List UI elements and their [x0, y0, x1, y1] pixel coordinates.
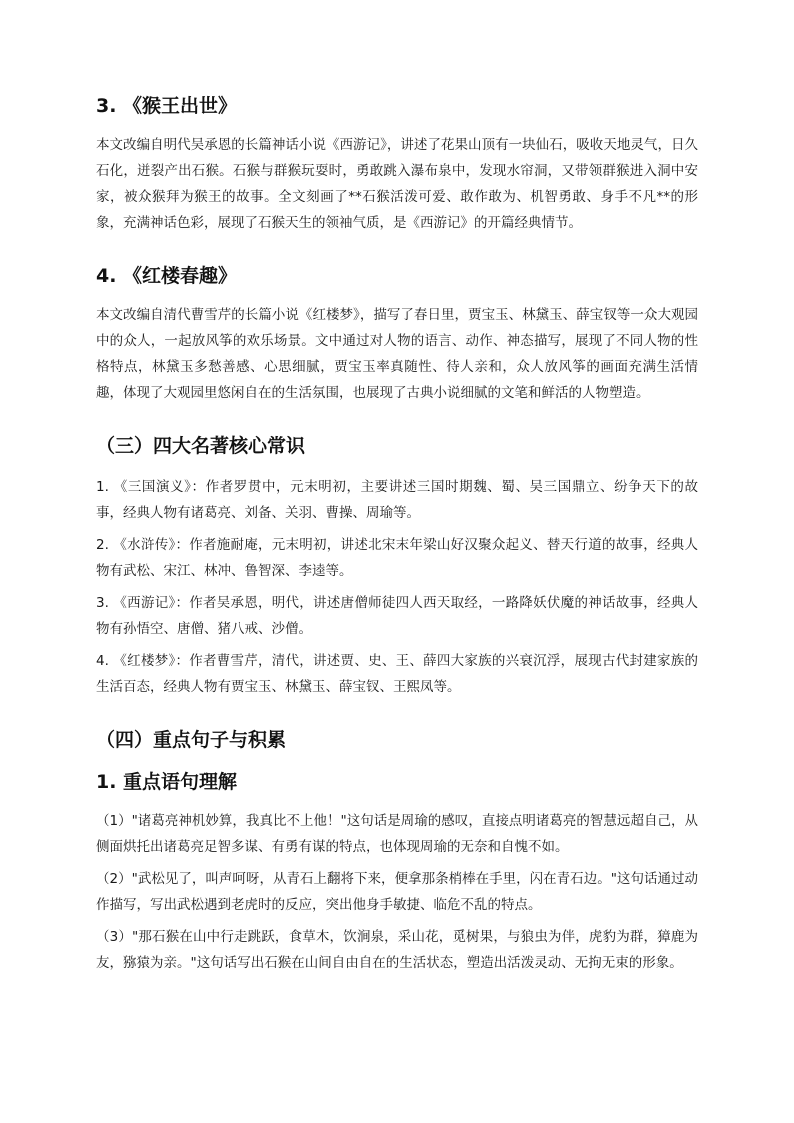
section-heading: （四）重点句子与积累 — [96, 729, 287, 751]
list-item: （1）"诸葛亮神机妙算，我真比不上他！"这句话是周瑜的感叹，直接点明诸葛亮的智慧远超自己，从侧面烘托出诸葛亮足智多谋、有勇有谋的特点，也体现周瑜的无奈和自愧不如。 — [96, 813, 698, 855]
list-item: （2）"武松见了，叫声呵呀，从青石上翻将下来，便拿那条梢棒在手里，闪在青石边。"这句话通过动作描写，写出武松遇到老虎时的反应，突出他身手敏捷、临危不乱的特点。 — [96, 871, 698, 913]
list-item: 3. 《西游记》：作者吴承恩，明代，讲述唐僧师徒四人西天取经，一路降妖伏魔的神话故事，经典人物有孙悟空、唐僧、猪八戒、沙僧。 — [96, 595, 698, 637]
section-heading: 3. 《猴王出世》 — [96, 95, 238, 117]
four-classics-section — [96, 432, 698, 700]
list-item: 4. 《红楼梦》：作者曹雪芹，清代，讲述贾、史、王、薛四大家族的兴衰沉浮，展现古代封建家族的生活百态，经典人物有贾宝玉、林黛玉、薛宝钗、王熙凤等。 — [96, 653, 698, 695]
key-sentences-section — [96, 726, 698, 976]
list-item: 1. 《三国演义》：作者罗贯中，元末明初，主要讲述三国时期魏、蜀、吴三国鼎立、纷争天下的故事，经典人物有诸葛亮、刘备、关羽、曹操、周瑜等。 — [96, 479, 698, 521]
list-item: 2. 《水浒传》：作者施耐庵，元末明初，讲述北宋末年梁山好汉聚众起义、替天行道的故事，经典人物有武松、宋江、林冲、鲁智深、李逵等。 — [96, 537, 698, 579]
list-item: （3）"那石猴在山中行走跳跃，食草木，饮涧泉，采山花，觅树果，与狼虫为伴，虎豹为群，獐鹿为友，猕猿为亲。"这句话写出石猴在山间自由自在的生活状态，塑造出活泼灵动、无拘无束的形象。 — [96, 929, 698, 971]
story-section-3 — [96, 92, 698, 236]
section-paragraph: 本文改编自清代曹雪芹的长篇小说《红楼梦》，描写了春日里，贾宝玉、林黛玉、薛宝钗等一众大观园中的众人，一起放风筝的欢乐场景。文中通过对人物的语言、动作、神态描写，展现了不同人物的性格特点，林黛玉多愁善感、心思细腻，贾宝玉率真随性、待人亲和，众人放风筝的画面充满生活情趣，体现了大观园里悠闲自在的生活氛围，也展现了古典小说细腻的文笔和鲜活的人物塑造。 — [96, 307, 698, 401]
subsection-heading: 1. 重点语句理解 — [96, 771, 238, 793]
story-section-4 — [96, 262, 698, 406]
section-heading: （三）四大名著核心常识 — [96, 435, 306, 457]
section-heading: 4. 《红楼春趣》 — [96, 265, 238, 287]
section-paragraph: 本文改编自明代吴承恩的长篇神话小说《西游记》，讲述了花果山顶有一块仙石，吸收天地灵气，日久石化，迸裂产出石猴。石猴与群猴玩耍时，勇敢跳入瀑布泉中，发现水帘洞，又带领群猴进入洞中安家，被众猴拜为猴王的故事。全文刻画了**石猴活泼可爱、敢作敢为、机智勇敢、身手不凡**的形象，充满神话色彩，展现了石猴天生的领袖气质，是《西游记》的开篇经典情节。 — [96, 137, 698, 231]
